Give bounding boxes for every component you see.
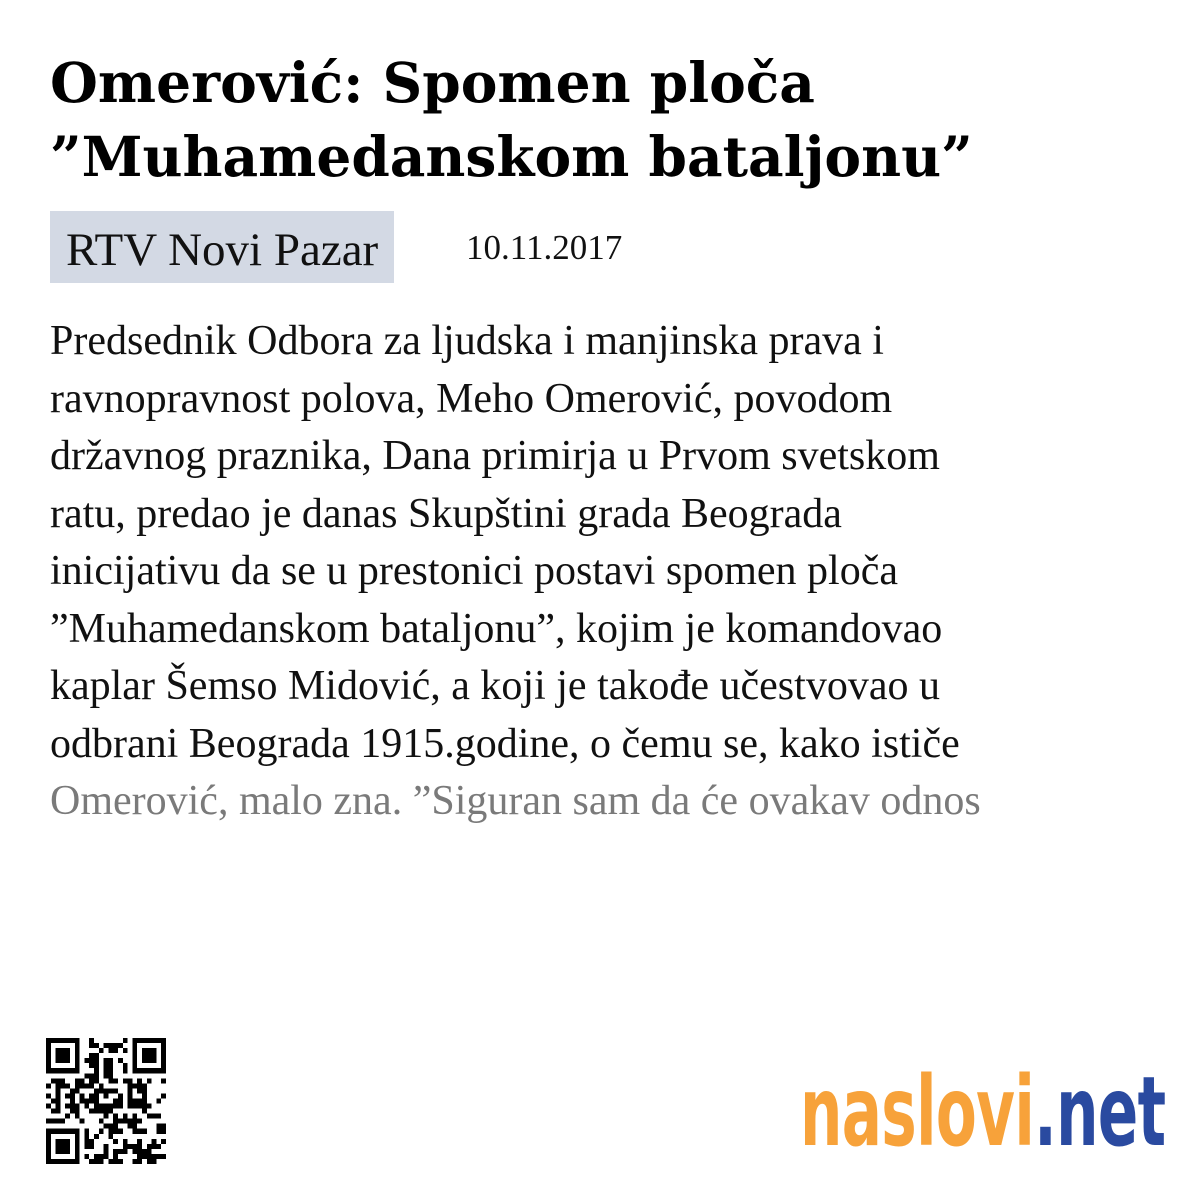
body-line: Predsednik Odbora za ljudska i manjinska prava i (50, 318, 884, 364)
body-line: inicijativu da se u prestonici postavi spomen ploča (50, 548, 898, 594)
source-badge: RTV Novi Pazar (50, 211, 394, 283)
body-line: ratu, predao je danas Skupštini grada Beograda (50, 490, 842, 537)
logo-part-1: naslovi (800, 1056, 1035, 1168)
body-line: ravnopravnost polova, Meho Omerović, povodom (50, 375, 893, 422)
naslovi-net-logo (800, 1056, 1166, 1168)
body-line: državnog praznika, Dana primirja u Prvom svetskom (50, 433, 940, 479)
headline-line-1: Omerović: Spomen ploča (50, 50, 815, 115)
headline-line-2: ”Muhamedanskom bataljonu” (50, 124, 973, 189)
body-line: kaplar Šemso Midović, a koji je takođe učestvovao u (50, 663, 940, 709)
logo-part-2: .net (1034, 1056, 1166, 1168)
body-line-faded: Omerović, malo zna. ”Siguran sam da će ovakav odnos (50, 778, 981, 824)
qr-code-icon (46, 1038, 166, 1164)
article-headline (50, 46, 1160, 194)
body-line: ”Muhamedanskom bataljonu”, kojim je komandovao (50, 605, 943, 652)
body-line: odbrani Beograda 1915.godine, o čemu se, kako ističe (50, 720, 960, 767)
article-body (50, 313, 1160, 831)
publish-date: 10.11.2017 (466, 228, 623, 267)
